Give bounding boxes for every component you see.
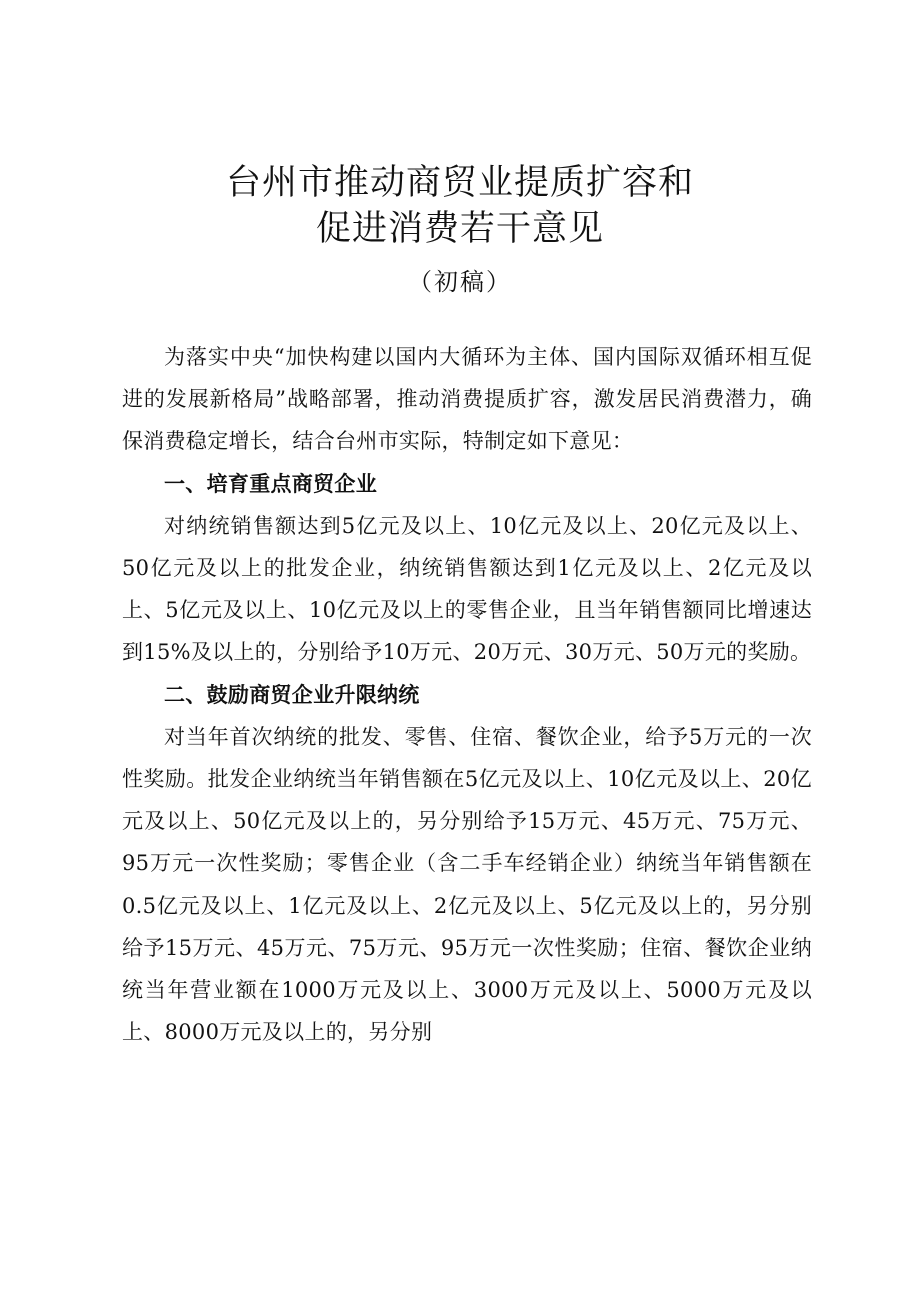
document-body <box>122 336 812 1053</box>
section-paragraph-1: 对纳统销售额达到5亿元及以上、10亿元及以上、20亿元及以上、50亿元及以上的批发企业，纳统销售额达到1亿元及以上、2亿元及以上、5亿元及以上、10亿元及以上的零售企业，且当年销售额同比增速达到15%及以上的，分别给予10万元、20万元、30万元、50万元的奖励。 <box>122 513 812 665</box>
section-paragraph-2: 对当年首次纳统的批发、零售、住宿、餐饮企业，给予5万元的一次性奖励。批发企业纳统当年销售额在5亿元及以上、10亿元及以上、20亿元及以上、50亿元及以上的，另分别给予15万元、45万元、75万元、95万元一次性奖励；零售企业（含二手车经销企业）纳统当年销售额在0.5亿元及以上、1亿元及以上、2亿元及以上、5亿元及以上的，另分别给予15万元、45万元、75万元、95万元一次性奖励；住宿、餐饮企业纳统当年营业额在1000万元及以上、3000万元及以上、5000万元及以上、8000万元及以上的，另分别 <box>122 724 812 1045</box>
section-heading-1: 一、培育重点商贸企业 <box>164 471 377 496</box>
document-title-line-2: 促进消费若干意见 <box>315 209 604 249</box>
draft-subtitle: （初稿） <box>408 268 512 296</box>
section-heading-2: 二、鼓励商贸企业升限纳统 <box>164 682 420 707</box>
title-block <box>0 160 920 302</box>
document-title-line-1: 台州市推动商贸业提质扩容和 <box>225 163 694 203</box>
intro-paragraph: 为落实中央“加快构建以国内大循环为主体、国内国际双循环相互促进的发展新格局”战略部署，推动消费提质扩容，激发居民消费潜力，确保消费稳定增长，结合台州市实际，特制定如下意见： <box>122 345 812 454</box>
